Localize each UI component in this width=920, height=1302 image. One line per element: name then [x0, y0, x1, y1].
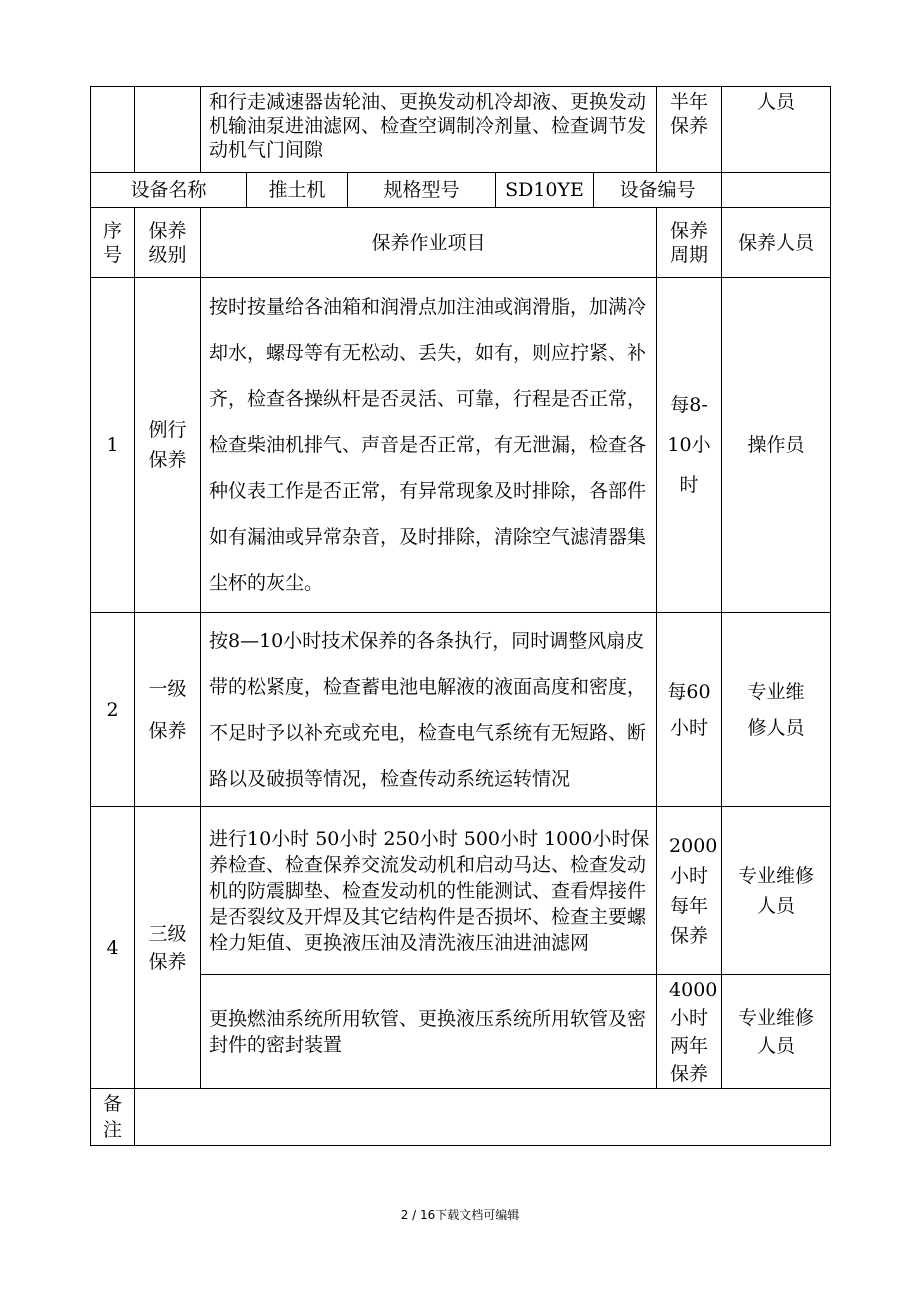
equipment-name-value: 推土机	[247, 173, 348, 208]
row-personnel: 专业维修人员	[722, 975, 831, 1089]
continued-cycle: 半年保养	[657, 87, 722, 173]
row-level: 例行保养	[135, 278, 201, 613]
equipment-name-label: 设备名称	[91, 173, 247, 208]
row-content: 按8—10小时技术保养的各条执行，同时调整风扇皮带的松紧度，检查蓄电池电解液的液面高度和密度，不足时予以补充或充电，检查电气系统有无短路、断路以及破损等情况，检查传动系统运转情况	[201, 613, 657, 807]
header-cycle: 保养周期	[657, 208, 722, 278]
remarks-label: 备注	[91, 1089, 135, 1146]
row-cycle: 4000小时两年保养	[657, 975, 722, 1089]
row-personnel: 专业维修人员	[722, 613, 831, 807]
table-row	[91, 807, 831, 975]
header-personnel: 保养人员	[722, 208, 831, 278]
continued-row	[91, 87, 831, 173]
row-seq: 1	[91, 278, 135, 613]
maintenance-table	[90, 86, 831, 1146]
row-cycle: 每60小时	[657, 613, 722, 807]
header-row	[91, 208, 831, 278]
remarks-row	[91, 1089, 831, 1146]
row-content: 进行10小时 50小时 250小时 500小时 1000小时保养检查、检查保养交流发动机和启动马达、检查发动机的防震脚垫、检查发动机的性能测试、查看焊接件是否裂纹及开焊及其它结构件是否损坏、检查主要螺栓力矩值、更换液压油及清洗液压油进油滤网	[201, 807, 657, 975]
equipment-row	[91, 173, 831, 208]
row-content: 更换燃油系统所用软管、更换液压系统所用软管及密封件的密封装置	[201, 975, 657, 1089]
continued-personnel: 人员	[722, 87, 831, 173]
row-personnel: 操作员	[722, 278, 831, 613]
continued-seq-cell	[91, 87, 135, 173]
header-level: 保养级别	[135, 208, 201, 278]
table-row	[91, 975, 831, 1089]
equipment-model-value: SD10YE	[496, 173, 594, 208]
header-seq: 序号	[91, 208, 135, 278]
continued-level-cell	[135, 87, 201, 173]
equipment-model-label: 规格型号	[348, 173, 496, 208]
page-footer: 2 / 16下载文档可编辑	[400, 1208, 520, 1222]
row-seq: 2	[91, 613, 135, 807]
table-row	[91, 278, 831, 613]
row-level: 一级保养	[135, 613, 201, 807]
row-cycle: 每8-10小时	[657, 278, 722, 613]
equipment-number-value	[722, 173, 831, 208]
header-items: 保养作业项目	[201, 208, 657, 278]
continued-content: 和行走减速器齿轮油、更换发动机冷却液、更换发动机输油泵进油滤网、检查空调制冷剂量、检查调节发动机气门间隙	[201, 87, 657, 173]
remarks-value	[135, 1089, 831, 1146]
table-row	[91, 613, 831, 807]
row-level: 三级保养	[135, 807, 201, 1089]
row-personnel: 专业维修人员	[722, 807, 831, 975]
equipment-number-label: 设备编号	[594, 173, 722, 208]
row-content: 按时按量给各油箱和润滑点加注油或润滑脂，加满冷却水，螺母等有无松动、丢失，如有，则应拧紧、补齐，检查各操纵杆是否灵活、可靠，行程是否正常，检查柴油机排气、声音是否正常，有无泄漏，检查各种仪表工作是否正常，有异常现象及时排除，各部件如有漏油或异常杂音，及时排除，清除空气滤清器集尘杯的灰尘。	[201, 278, 657, 613]
row-seq: 4	[91, 807, 135, 1089]
row-cycle: 2000小时每年保养	[657, 807, 722, 975]
